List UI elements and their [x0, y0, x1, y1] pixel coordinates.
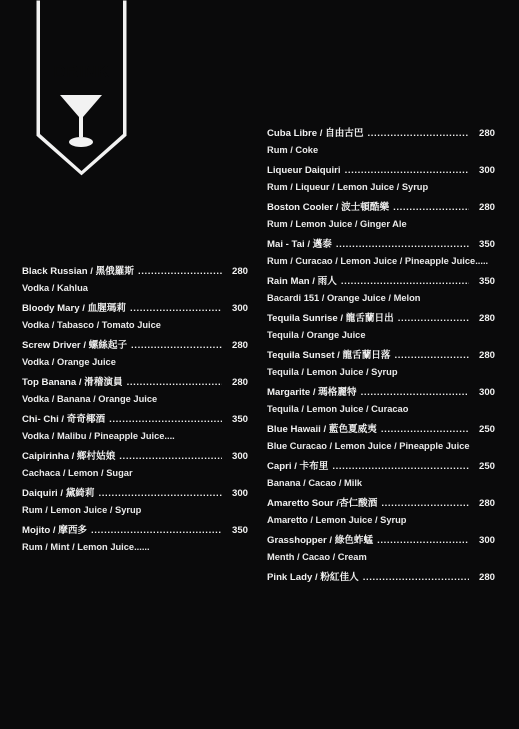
dot-leader: [393, 201, 469, 215]
menu-title: DRINK: [53, 62, 110, 81]
drink-ingredients: Tequila / Lemon Juice / Curacao: [267, 404, 409, 414]
drink-name: Pink Lady / 粉紅佳人: [267, 572, 359, 583]
drink-name: Tequila Sunset / 龍舌蘭日落: [267, 350, 391, 361]
drink-name: Daiquiri / 黛綺莉: [22, 488, 95, 499]
drink-name: Capri / 卡布里: [267, 461, 329, 472]
drink-price: 280: [231, 340, 248, 351]
drink-name: Tequila Sunrise / 龍舌蘭日出: [267, 313, 394, 324]
dot-leader: [381, 423, 469, 437]
drink-price: 250: [478, 424, 495, 435]
drink-ingredients: Rum / Lemon Juice / Ginger Ale: [267, 219, 407, 229]
menu-item: [267, 423, 495, 453]
drink-price: 250: [478, 461, 495, 472]
drink-banner: [36, 0, 127, 176]
drink-price: 280: [478, 202, 495, 213]
menu-item-name-row: [22, 302, 248, 316]
dot-leader: [91, 524, 222, 538]
menu-item: [267, 275, 495, 305]
menu-item: [22, 376, 248, 406]
drink-ingredients: Vodka / Kahlua: [22, 283, 88, 293]
drink-ingredients: Rum / Curacao / Lemon Juice / Pineapple Juice.....: [267, 256, 489, 266]
menu-item-name-row: [267, 423, 495, 437]
menu-column-right: [267, 127, 495, 592]
menu-item: [267, 238, 495, 268]
menu-item-name-row: [22, 339, 248, 353]
menu-item: [22, 302, 248, 332]
drink-price: 300: [231, 488, 248, 499]
menu-item-name-row: [267, 164, 495, 178]
menu-item-name-row: [267, 349, 495, 363]
drink-ingredients: Rum / Coke: [267, 145, 319, 155]
drink-name: Screw Driver / 螺絲起子: [22, 340, 128, 351]
drink-price: 350: [478, 276, 495, 287]
drink-price: 300: [478, 165, 495, 176]
drink-name: Grasshopper / 綠色蚱蜢: [267, 535, 374, 546]
menu-item-name-row: [267, 386, 495, 400]
menu-item: [267, 497, 495, 527]
menu-item-name-row: [267, 460, 495, 474]
menu-item: [267, 312, 495, 342]
menu-item: [22, 413, 248, 443]
drink-price: 280: [478, 128, 495, 139]
drink-price: 280: [478, 313, 495, 324]
drink-ingredients: Rum / Mint / Lemon Juice......: [22, 542, 150, 552]
drink-price: 350: [231, 414, 248, 425]
dot-leader: [336, 238, 469, 252]
menu-item: [267, 460, 495, 490]
drink-name: Amaretto Sour /杏仁酸酒: [267, 498, 378, 509]
menu-column-left: [22, 265, 248, 561]
drink-ingredients: Cachaca / Lemon / Sugar: [22, 468, 133, 478]
menu-item-name-row: [22, 450, 248, 464]
menu-item-name-row: [267, 534, 495, 548]
menu-item-name-row: [267, 238, 495, 252]
drink-name: Cuba Libre / 自由古巴: [267, 128, 364, 139]
drink-ingredients: Tequila / Orange Juice: [267, 330, 366, 340]
drink-name: Mai - Tai / 邁泰: [267, 239, 332, 250]
dot-leader: [127, 376, 222, 390]
martini-glass-icon: [56, 93, 106, 149]
menu-item-name-row: [267, 571, 495, 585]
drink-name: Blue Hawaii / 藍色夏威夷: [267, 424, 377, 435]
drink-ingredients: Rum / Lemon Juice / Syrup: [22, 505, 142, 515]
drink-ingredients: Vodka / Orange Juice: [22, 357, 116, 367]
menu-item: [267, 571, 495, 585]
drink-ingredients: Tequila / Lemon Juice / Syrup: [267, 367, 398, 377]
drink-name: Black Russian / 黑俄羅斯: [22, 266, 134, 277]
dot-leader: [367, 127, 469, 141]
menu-item: [267, 534, 495, 564]
drink-price: 280: [231, 377, 248, 388]
dot-leader: [345, 164, 469, 178]
menu-item: [22, 524, 248, 554]
menu-item-name-row: [267, 275, 495, 289]
drink-ingredients: Rum / Liqueur / Lemon Juice / Syrup: [267, 182, 429, 192]
menu-item: [267, 201, 495, 231]
menu-item: [267, 164, 495, 194]
dot-leader: [341, 275, 469, 289]
dot-leader: [377, 534, 469, 548]
menu-item-name-row: [267, 497, 495, 511]
menu-item-name-row: [267, 127, 495, 141]
drink-price: 300: [231, 303, 248, 314]
dot-leader: [109, 413, 222, 427]
dot-leader: [363, 571, 469, 585]
drink-ingredients: Blue Curacao / Lemon Juice / Pineapple Juice: [267, 441, 470, 451]
drink-name: Margarite / 瑪格麗特: [267, 387, 357, 398]
menu-item-name-row: [22, 376, 248, 390]
drink-price: 280: [231, 266, 248, 277]
drink-price: 350: [478, 239, 495, 250]
dot-leader: [332, 460, 469, 474]
drink-ingredients: Banana / Cacao / Milk: [267, 478, 363, 488]
drink-price: 280: [478, 498, 495, 509]
menu-item-name-row: [267, 201, 495, 215]
menu-item-name-row: [22, 524, 248, 538]
menu-item: [22, 265, 248, 295]
drink-ingredients: Vodka / Tabasco / Tomato Juice: [22, 320, 161, 330]
drink-price: 280: [478, 350, 495, 361]
menu-item-name-row: [267, 312, 495, 326]
menu-item: [22, 339, 248, 369]
drink-price: 300: [478, 535, 495, 546]
dot-leader: [131, 339, 222, 353]
dot-leader: [381, 497, 469, 511]
drink-name: Chi- Chi / 奇奇椰酒: [22, 414, 106, 425]
drink-name: Caipirinha / 鄉村姑娘: [22, 451, 116, 462]
menu-item: [22, 487, 248, 517]
menu-item: [22, 450, 248, 480]
drink-price: 300: [478, 387, 495, 398]
drink-price: 300: [231, 451, 248, 462]
drink-ingredients: Menth / Cacao / Cream: [267, 552, 367, 562]
drink-name: Rain Man / 雨人: [267, 276, 337, 287]
dot-leader: [398, 312, 469, 326]
dot-leader: [138, 265, 222, 279]
drink-price: 280: [478, 572, 495, 583]
menu-item-name-row: [22, 265, 248, 279]
drink-name: Liqueur Daiquiri: [267, 165, 341, 176]
drink-name: Bloody Mary / 血腥瑪莉: [22, 303, 126, 314]
drink-ingredients: Amaretto / Lemon Juice / Syrup: [267, 515, 407, 525]
dot-leader: [361, 386, 469, 400]
drink-ingredients: Vodka / Malibu / Pineapple Juice....: [22, 431, 175, 441]
dot-leader: [130, 302, 222, 316]
drink-name: Top Banana / 滑稽演員: [22, 377, 123, 388]
dot-leader: [99, 487, 223, 501]
drink-name: Mojito / 摩西多: [22, 525, 88, 536]
menu-item-name-row: [22, 487, 248, 501]
menu-item-name-row: [22, 413, 248, 427]
drink-price: 350: [231, 525, 248, 536]
drink-ingredients: Bacardi 151 / Orange Juice / Melon: [267, 293, 421, 303]
dot-leader: [119, 450, 222, 464]
drink-ingredients: Vodka / Banana / Orange Juice: [22, 394, 158, 404]
menu-item: [267, 386, 495, 416]
drink-name: Boston Cooler / 波士頓酷樂: [267, 202, 390, 213]
menu-item: [267, 349, 495, 379]
menu-item: [267, 127, 495, 157]
dot-leader: [395, 349, 470, 363]
